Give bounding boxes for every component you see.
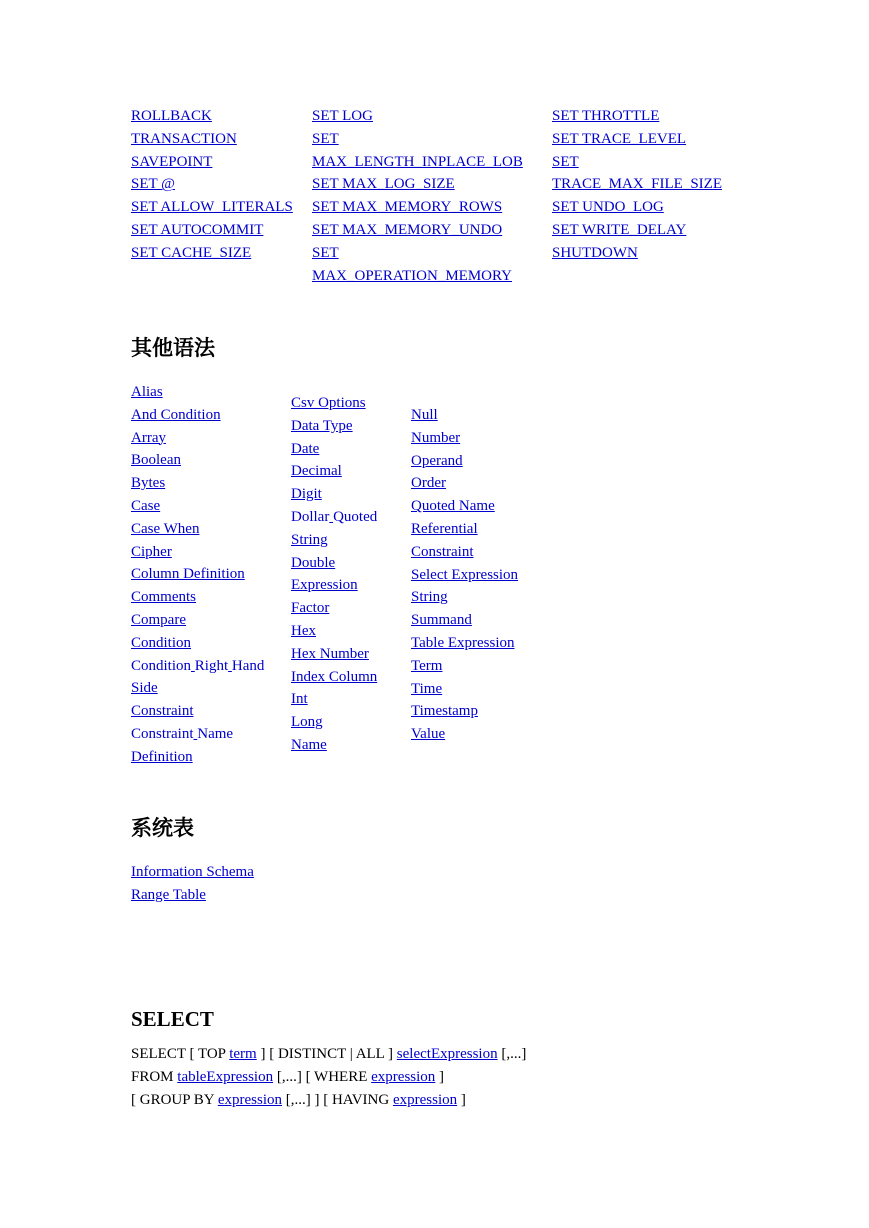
link-boolean[interactable]: Boolean — [131, 452, 181, 469]
link-expression-ref[interactable]: expression — [371, 1069, 436, 1085]
other-syntax-col3 — [411, 404, 518, 746]
link-column-definition[interactable]: Column Definition — [131, 566, 245, 583]
text: [,...] [ WHERE — [273, 1069, 372, 1085]
link-alias[interactable]: Alias — [131, 384, 163, 400]
link-condition-right-hand-side[interactable] — [131, 655, 275, 678]
word-quoted: Quoted — [333, 508, 378, 525]
system-tables-heading: 系统表 — [131, 816, 194, 840]
link-rollback-transaction-cont[interactable]: TRANSACTION — [131, 130, 237, 147]
link-expression[interactable]: Expression — [291, 577, 358, 594]
link-name[interactable]: Name — [291, 736, 327, 753]
link-constraint-name-definition-cont[interactable]: Definition — [131, 748, 193, 765]
system-tables-list — [131, 861, 254, 907]
link-factor[interactable]: Factor — [291, 600, 330, 617]
link-set-undo-log[interactable]: SET UNDO_LOG — [552, 199, 664, 216]
link-case-when[interactable]: Case When — [131, 520, 200, 537]
set-commands-col2 — [312, 105, 523, 287]
link-set-max-operation-memory-cont[interactable]: MAX_OPERATION_MEMORY — [312, 267, 513, 284]
link-table-expression-ref[interactable]: tableExpression — [177, 1069, 274, 1085]
link-term-ref[interactable]: term — [229, 1046, 257, 1062]
link-set-cache-size[interactable]: SET CACHE_SIZE — [131, 244, 252, 261]
link-bytes[interactable]: Bytes — [131, 475, 166, 492]
link-set-max-length-inplace-lob[interactable]: SET — [312, 130, 339, 147]
link-referential-constraint[interactable]: Referential — [411, 520, 478, 537]
link-time[interactable]: Time — [411, 680, 443, 697]
word-right: Right — [194, 657, 229, 674]
other-syntax-col1 — [131, 381, 275, 769]
link-operand[interactable]: Operand — [411, 452, 463, 469]
link-array[interactable]: Array — [131, 429, 166, 446]
link-constraint[interactable]: Constraint — [131, 703, 194, 720]
text: ] [ DISTINCT | ALL ] — [256, 1046, 397, 1062]
link-condition[interactable]: Condition — [131, 634, 192, 651]
select-syntax-line2 — [131, 1066, 444, 1089]
link-order[interactable]: Order — [411, 475, 446, 492]
link-rollback-transaction[interactable]: ROLLBACK — [131, 108, 212, 124]
text: [,...] — [497, 1046, 527, 1062]
text: [,...] ] [ HAVING — [281, 1092, 393, 1108]
link-data-type[interactable]: Data Type — [291, 417, 353, 434]
link-case[interactable]: Case — [131, 497, 161, 514]
link-string[interactable]: String — [411, 589, 448, 606]
word-condition: Condition — [131, 657, 192, 674]
link-savepoint[interactable]: SAVEPOINT — [131, 153, 213, 170]
link-csv-options[interactable]: Csv Options — [291, 395, 366, 411]
link-dollar-quoted-string-cont[interactable]: String — [291, 531, 328, 548]
link-condition-right-hand-side-cont[interactable]: Side — [131, 680, 158, 697]
word-hand: Hand — [231, 657, 265, 674]
link-expression-ref[interactable]: expression — [217, 1092, 282, 1108]
link-expression-ref[interactable]: expression — [392, 1092, 458, 1108]
link-quoted-name[interactable]: Quoted Name — [411, 498, 495, 515]
text: [ GROUP BY — [131, 1092, 218, 1108]
text: SELECT [ TOP — [131, 1046, 230, 1062]
link-summand[interactable]: Summand — [411, 612, 472, 629]
link-value[interactable]: Value — [411, 726, 446, 743]
word-dollar: Dollar — [291, 508, 330, 525]
text: ] — [457, 1092, 466, 1108]
link-set-write-delay[interactable]: SET WRITE_DELAY — [552, 221, 687, 238]
link-referential-constraint-cont[interactable]: Constraint — [411, 543, 474, 560]
link-date[interactable]: Date — [291, 440, 320, 457]
link-dollar-quoted-string[interactable] — [291, 506, 396, 529]
link-constraint-name-definition[interactable] — [131, 723, 275, 746]
text: ] — [435, 1069, 445, 1085]
link-set-trace-max-file-size[interactable]: SET — [552, 153, 579, 170]
link-cipher[interactable]: Cipher — [131, 543, 172, 560]
link-shutdown[interactable]: SHUTDOWN — [552, 244, 638, 261]
link-set-max-memory-undo[interactable]: SET MAX_MEMORY_UNDO — [312, 221, 503, 238]
link-set-log[interactable]: SET LOG — [312, 108, 373, 124]
link-int[interactable]: Int — [291, 691, 308, 708]
link-select-expression[interactable]: Select Expression — [411, 566, 519, 583]
other-syntax-heading: 其他语法 — [131, 336, 215, 360]
link-table-expression[interactable]: Table Expression — [411, 634, 515, 651]
word-constraint: Constraint — [131, 725, 194, 742]
select-syntax-line1 — [131, 1043, 526, 1066]
link-set-autocommit[interactable]: SET AUTOCOMMIT — [131, 221, 264, 238]
link-hex-number[interactable]: Hex Number — [291, 645, 369, 662]
link-long[interactable]: Long — [291, 714, 323, 731]
link-double[interactable]: Double — [291, 554, 336, 571]
link-set-max-length-inplace-lob-cont[interactable]: MAX_LENGTH_INPLACE_LOB — [312, 153, 523, 170]
link-select-expression-ref[interactable]: selectExpression — [396, 1046, 498, 1062]
link-information-schema[interactable]: Information Schema — [131, 864, 254, 880]
link-set-throttle[interactable]: SET THROTTLE — [552, 108, 660, 124]
link-set-max-memory-rows[interactable]: SET MAX_MEMORY_ROWS — [312, 199, 503, 216]
link-term[interactable]: Term — [411, 657, 443, 674]
other-syntax-col2 — [291, 392, 396, 757]
link-number[interactable]: Number — [411, 429, 461, 446]
link-null[interactable]: Null — [411, 407, 438, 423]
link-set-trace-max-file-size-cont[interactable]: TRACE_MAX_FILE_SIZE — [552, 176, 722, 193]
link-compare[interactable]: Compare — [131, 611, 186, 628]
link-decimal[interactable]: Decimal — [291, 463, 342, 480]
link-range-table[interactable]: Range Table — [131, 886, 206, 903]
word-name: Name — [197, 725, 234, 742]
link-set-trace-level[interactable]: SET TRACE_LEVEL — [552, 130, 687, 147]
set-commands-col1 — [131, 105, 293, 265]
link-digit[interactable]: Digit — [291, 486, 322, 503]
link-set-allow-literals[interactable]: SET ALLOW_LITERALS — [131, 199, 293, 216]
select-syntax-line3 — [131, 1089, 466, 1112]
link-set-max-log-size[interactable]: SET MAX_LOG_SIZE — [312, 176, 455, 193]
link-timestamp[interactable]: Timestamp — [411, 703, 478, 720]
link-set-at[interactable]: SET @ — [131, 176, 175, 193]
link-comments[interactable]: Comments — [131, 589, 197, 606]
link-index-column[interactable]: Index Column — [291, 668, 378, 685]
set-commands-col3 — [552, 105, 722, 265]
text: FROM — [131, 1069, 178, 1085]
link-set-max-operation-memory[interactable]: SET — [312, 244, 339, 261]
select-heading: SELECT — [131, 1007, 214, 1031]
link-hex[interactable]: Hex — [291, 622, 316, 639]
link-and-condition[interactable]: And Condition — [131, 406, 221, 423]
